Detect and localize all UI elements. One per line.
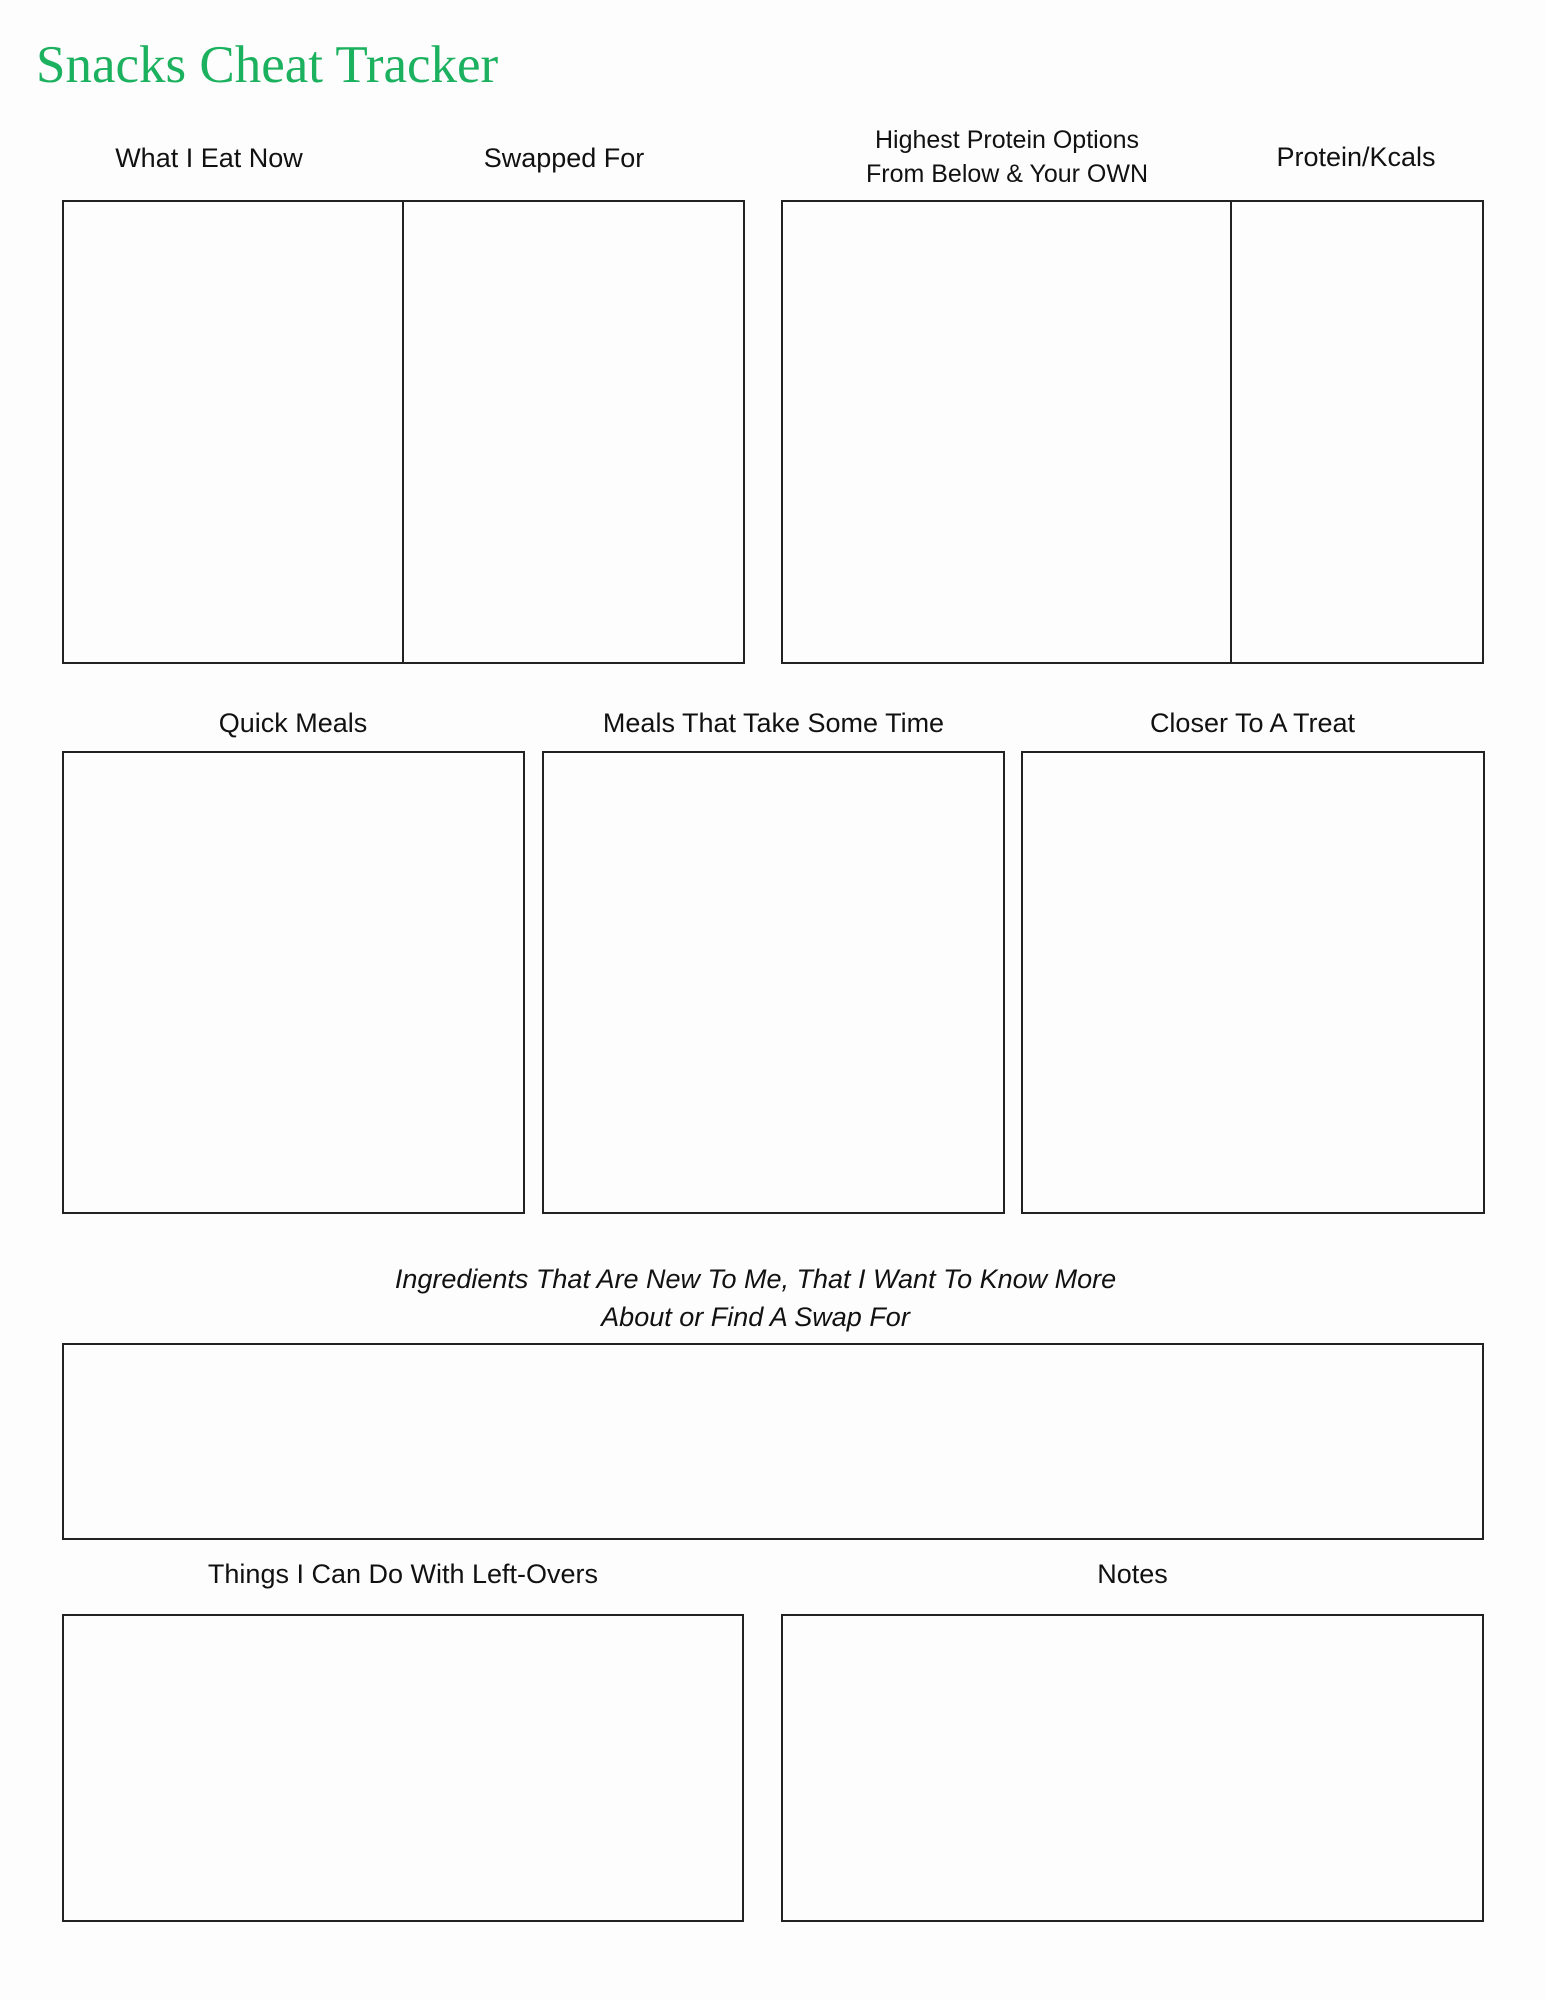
closer-to-treat-box[interactable] [1021, 751, 1485, 1214]
ingredients-label-line2: About or Find A Swap For [601, 1301, 910, 1332]
ingredients-label [62, 1261, 1449, 1337]
swapped-for-label: Swapped For [483, 143, 645, 173]
highest-protein-options-field[interactable] [783, 202, 1230, 662]
highest-protein-options-line1: Highest Protein Options [874, 126, 1140, 154]
meals-take-time-box[interactable] [542, 751, 1005, 1214]
closer-to-treat-label: Closer To A Treat [1149, 708, 1356, 738]
what-i-eat-now-field[interactable] [64, 202, 402, 662]
protein-kcals-field[interactable] [1232, 202, 1482, 662]
highest-protein-options-label [781, 124, 1233, 192]
quick-meals-label: Quick Meals [218, 708, 368, 738]
meals-take-time-label: Meals That Take Some Time [602, 708, 945, 738]
notes-box[interactable] [781, 1614, 1484, 1922]
ingredients-box[interactable] [62, 1343, 1484, 1540]
ingredients-label-line1: Ingredients That Are New To Me, That I Want To Know More [394, 1264, 1117, 1294]
page-title: Snacks Cheat Tracker [36, 36, 499, 94]
notes-label: Notes [1097, 1559, 1168, 1589]
leftovers-box[interactable] [62, 1614, 744, 1922]
what-i-eat-now-label: What I Eat Now [115, 143, 303, 173]
quick-meals-box[interactable] [62, 751, 525, 1214]
leftovers-label: Things I Can Do With Left-Overs [207, 1559, 599, 1589]
highest-protein-options-line2: From Below & Your OWN [865, 159, 1149, 188]
protein-kcals-label: Protein/Kcals [1276, 142, 1436, 172]
swapped-for-field[interactable] [404, 202, 743, 662]
